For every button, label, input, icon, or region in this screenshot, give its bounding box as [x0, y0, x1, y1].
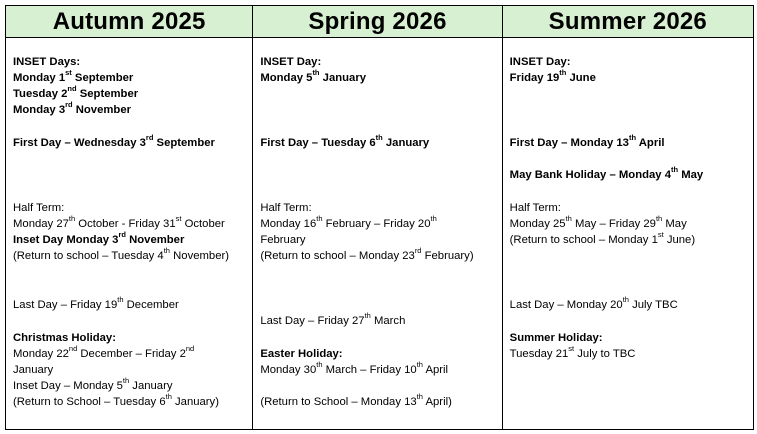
- term-date-line: [13, 248, 229, 264]
- date-text: January: [319, 72, 366, 84]
- date-text: May Bank Holiday – Monday 4: [509, 169, 671, 181]
- date-text: September: [71, 72, 134, 84]
- ordinal-suffix: th: [375, 133, 383, 143]
- ordinal-suffix: th: [68, 214, 76, 224]
- autumn-dates-cell: [6, 38, 253, 430]
- term-date-line: [510, 330, 603, 346]
- ordinal-suffix: nd: [68, 344, 78, 354]
- term-date-line: [510, 167, 704, 183]
- date-text: July TBC: [628, 299, 678, 311]
- date-text: Monday 3: [13, 104, 66, 116]
- term-heading-spring: Spring 2026: [253, 6, 502, 38]
- date-text: May: [662, 218, 687, 230]
- date-text: Monday 22: [13, 348, 69, 360]
- date-text: January: [13, 364, 54, 376]
- date-text: Tuesday 21: [509, 348, 569, 360]
- term-date-line: [260, 200, 311, 216]
- date-text: First Day – Wednesday 3: [13, 137, 146, 149]
- term-date-line: [13, 86, 138, 102]
- date-text: Easter Holiday:: [260, 348, 343, 360]
- ordinal-suffix: st: [65, 68, 72, 78]
- ordinal-suffix: th: [117, 295, 124, 305]
- ordinal-suffix: th: [622, 295, 629, 305]
- date-text: (Return to School – Tuesday 6: [13, 396, 166, 408]
- date-text: March – Friday 10: [322, 364, 417, 376]
- ordinal-suffix: th: [430, 214, 437, 224]
- term-date-line: [13, 297, 179, 313]
- date-text: (Return to School – Monday 13: [260, 396, 417, 408]
- term-date-line: [260, 248, 473, 264]
- date-text: May: [678, 169, 704, 181]
- date-text: December – Friday 2: [77, 348, 186, 360]
- date-text: (Return to school – Monday 1: [509, 234, 658, 246]
- term-heading-autumn: Autumn 2025: [6, 6, 253, 38]
- ordinal-suffix: nd: [67, 84, 77, 94]
- date-text: Monday 27: [13, 218, 69, 230]
- date-text: Half Term:: [509, 202, 561, 214]
- ordinal-suffix: th: [565, 214, 572, 224]
- ordinal-suffix: th: [416, 360, 423, 370]
- ordinal-suffix: rd: [118, 230, 126, 240]
- ordinal-suffix: th: [364, 311, 371, 321]
- ordinal-suffix: rd: [414, 246, 422, 256]
- ordinal-suffix: rd: [65, 100, 73, 110]
- ordinal-suffix: st: [568, 344, 575, 354]
- date-text: INSET Day:: [260, 56, 322, 68]
- term-date-line: [510, 232, 695, 248]
- date-text: INSET Day:: [509, 56, 571, 68]
- term-date-line: [260, 70, 366, 86]
- date-text: Last Day – Monday 20: [509, 299, 623, 311]
- ordinal-suffix: th: [165, 392, 172, 402]
- ordinal-suffix: th: [316, 360, 323, 370]
- date-text: Last Day – Friday 19: [13, 299, 118, 311]
- ordinal-suffix: nd: [185, 344, 195, 354]
- date-text: April: [636, 137, 665, 149]
- term-date-line: [260, 135, 429, 151]
- date-text: January: [382, 137, 430, 149]
- ordinal-suffix: th: [416, 392, 423, 402]
- date-text: Christmas Holiday:: [13, 332, 116, 344]
- term-date-line: [510, 135, 665, 151]
- date-text: July to TBC: [574, 348, 636, 360]
- date-text: First Day – Tuesday 6: [260, 137, 376, 149]
- term-date-line: [13, 346, 194, 362]
- date-text: June): [663, 234, 696, 246]
- date-text: Monday 5: [260, 72, 313, 84]
- date-text: Half Term:: [13, 202, 65, 214]
- ordinal-suffix: st: [175, 214, 182, 224]
- date-text: January: [129, 380, 173, 392]
- term-date-line: [13, 135, 215, 151]
- term-date-line: [260, 362, 448, 378]
- date-text: Monday 30: [260, 364, 317, 376]
- ordinal-suffix: th: [312, 68, 320, 78]
- date-text: November: [125, 234, 185, 246]
- ordinal-suffix: th: [655, 214, 663, 224]
- term-date-line: [13, 102, 131, 118]
- date-text: February: [260, 234, 306, 246]
- term-date-line: [13, 330, 116, 346]
- term-date-line: [510, 297, 678, 313]
- dates-row: [6, 38, 754, 430]
- date-text: October: [181, 218, 225, 230]
- term-heading-summer: Summer 2026: [502, 6, 753, 38]
- date-text: September: [153, 137, 215, 149]
- term-date-line: [510, 70, 596, 86]
- date-text: June: [566, 72, 596, 84]
- date-text: November): [169, 250, 229, 262]
- term-date-line: [13, 232, 184, 248]
- date-text: March: [370, 315, 406, 327]
- date-text: Inset Day Monday 3: [13, 234, 119, 246]
- date-text: Monday 25: [509, 218, 566, 230]
- date-text: First Day – Monday 13: [509, 137, 629, 149]
- term-date-line: [13, 200, 64, 216]
- term-date-line: [13, 378, 173, 394]
- term-date-line: [260, 216, 436, 232]
- date-text: Monday 16: [260, 218, 317, 230]
- date-text: February): [421, 250, 474, 262]
- spring-dates-cell: [253, 38, 502, 430]
- date-text: February – Friday 20: [322, 218, 431, 230]
- date-text: April): [422, 396, 452, 408]
- header-row: [6, 6, 754, 38]
- term-date-line: [260, 232, 305, 248]
- date-text: Half Term:: [260, 202, 312, 214]
- date-text: December: [123, 299, 179, 311]
- ordinal-suffix: th: [559, 68, 567, 78]
- ordinal-suffix: th: [316, 214, 323, 224]
- date-text: Inset Day – Monday 5: [13, 380, 123, 392]
- date-text: April: [422, 364, 449, 376]
- term-date-line: [260, 313, 405, 329]
- ordinal-suffix: rd: [145, 133, 154, 143]
- date-text: Monday 1: [13, 72, 66, 84]
- date-text: November: [72, 104, 131, 116]
- term-date-line: [510, 346, 636, 362]
- date-text: January): [171, 396, 219, 408]
- summer-dates-cell: [502, 38, 753, 430]
- date-text: Friday 19: [509, 72, 560, 84]
- ordinal-suffix: th: [122, 376, 130, 386]
- term-date-line: [510, 200, 561, 216]
- date-text: (Return to school – Tuesday 4: [13, 250, 164, 262]
- date-text: Summer Holiday:: [509, 332, 603, 344]
- term-date-line: [13, 394, 219, 410]
- term-date-line: [260, 346, 342, 362]
- term-date-line: [13, 362, 53, 378]
- date-text: May – Friday 29: [571, 218, 656, 230]
- date-text: Last Day – Friday 27: [260, 315, 365, 327]
- ordinal-suffix: st: [657, 230, 664, 240]
- date-text: (Return to school – Monday 23: [260, 250, 415, 262]
- date-text: Tuesday 2: [13, 88, 68, 100]
- date-text: October - Friday 31: [75, 218, 176, 230]
- term-date-line: [260, 394, 452, 410]
- ordinal-suffix: th: [163, 246, 170, 256]
- date-text: INSET Days:: [13, 56, 81, 68]
- ordinal-suffix: th: [671, 165, 679, 175]
- date-text: September: [76, 88, 139, 100]
- term-dates-table: [5, 5, 754, 430]
- ordinal-suffix: th: [628, 133, 637, 143]
